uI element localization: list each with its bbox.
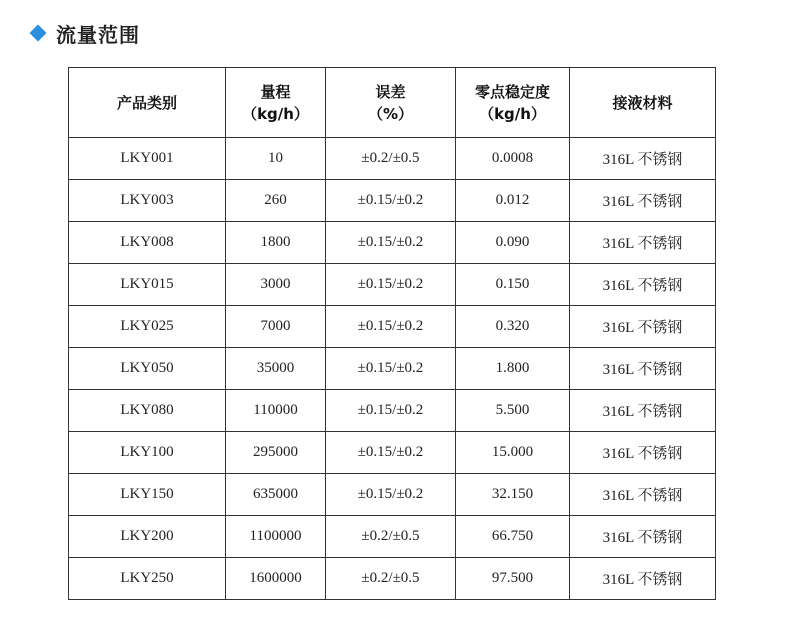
cell-zero-stability: 0.320	[456, 306, 570, 348]
cell-wetted-material: 316L 不锈钢	[570, 516, 716, 558]
cell-zero-stability: 0.0008	[456, 138, 570, 180]
cell-zero-stability: 0.150	[456, 264, 570, 306]
header-label: 零点稳定度	[474, 82, 550, 101]
table-row	[69, 306, 716, 348]
header-unit: （%）	[367, 104, 414, 123]
cell-range: 1100000	[226, 516, 326, 558]
cell-wetted-material: 316L 不锈钢	[570, 264, 716, 306]
table-row	[69, 558, 716, 600]
cell-range: 35000	[226, 348, 326, 390]
cell-product-model: LKY200	[69, 516, 226, 558]
header-error	[326, 68, 456, 138]
cell-product-model: LKY025	[69, 306, 226, 348]
cell-wetted-material: 316L 不锈钢	[570, 306, 716, 348]
header-label: 量程	[260, 82, 291, 101]
cell-zero-stability: 15.000	[456, 432, 570, 474]
cell-product-model: LKY080	[69, 390, 226, 432]
cell-product-model: LKY003	[69, 180, 226, 222]
cell-error: ±0.15/±0.2	[326, 222, 456, 264]
cell-wetted-material: 316L 不锈钢	[570, 558, 716, 600]
cell-zero-stability: 32.150	[456, 474, 570, 516]
cell-error: ±0.15/±0.2	[326, 306, 456, 348]
cell-product-model: LKY250	[69, 558, 226, 600]
cell-zero-stability: 66.750	[456, 516, 570, 558]
table-row	[69, 474, 716, 516]
cell-zero-stability: 5.500	[456, 390, 570, 432]
cell-range: 295000	[226, 432, 326, 474]
section-title: 流量范围	[56, 22, 140, 47]
cell-wetted-material: 316L 不锈钢	[570, 348, 716, 390]
table-row	[69, 516, 716, 558]
cell-zero-stability: 97.500	[456, 558, 570, 600]
cell-wetted-material: 316L 不锈钢	[570, 390, 716, 432]
cell-wetted-material: 316L 不锈钢	[570, 474, 716, 516]
cell-range: 1800	[226, 222, 326, 264]
section-header	[28, 18, 140, 48]
table-row	[69, 348, 716, 390]
header-zero-stability	[456, 68, 570, 138]
cell-wetted-material: 316L 不锈钢	[570, 432, 716, 474]
cell-range: 635000	[226, 474, 326, 516]
cell-range: 7000	[226, 306, 326, 348]
cell-error: ±0.15/±0.2	[326, 390, 456, 432]
cell-error: ±0.2/±0.5	[326, 516, 456, 558]
cell-range: 3000	[226, 264, 326, 306]
table-row	[69, 390, 716, 432]
cell-error: ±0.15/±0.2	[326, 264, 456, 306]
table-row	[69, 222, 716, 264]
cell-wetted-material: 316L 不锈钢	[570, 180, 716, 222]
cell-range: 110000	[226, 390, 326, 432]
header-wetted-material	[570, 68, 716, 138]
cell-range: 10	[226, 138, 326, 180]
cell-product-model: LKY008	[69, 222, 226, 264]
cell-wetted-material: 316L 不锈钢	[570, 222, 716, 264]
cell-product-model: LKY015	[69, 264, 226, 306]
cell-wetted-material: 316L 不锈钢	[570, 138, 716, 180]
cell-product-model: LKY050	[69, 348, 226, 390]
header-label: 误差	[375, 82, 406, 101]
cell-range: 1600000	[226, 558, 326, 600]
table-row	[69, 138, 716, 180]
cell-product-model: LKY100	[69, 432, 226, 474]
cell-error: ±0.15/±0.2	[326, 432, 456, 474]
cell-error: ±0.15/±0.2	[326, 180, 456, 222]
table-row	[69, 432, 716, 474]
cell-product-model: LKY150	[69, 474, 226, 516]
header-product-category	[69, 68, 226, 138]
cell-error: ±0.15/±0.2	[326, 474, 456, 516]
header-unit: （kg/h）	[242, 104, 309, 123]
header-range	[226, 68, 326, 138]
cell-zero-stability: 0.090	[456, 222, 570, 264]
cell-zero-stability: 1.800	[456, 348, 570, 390]
header-label: 产品类别	[116, 93, 177, 112]
header-label: 接液材料	[612, 93, 673, 112]
table-header-row	[69, 68, 716, 138]
cell-error: ±0.2/±0.5	[326, 138, 456, 180]
table-row	[69, 180, 716, 222]
cell-error: ±0.2/±0.5	[326, 558, 456, 600]
cell-range: 260	[226, 180, 326, 222]
diamond-icon	[30, 25, 47, 42]
flow-range-table	[68, 67, 716, 600]
table-row	[69, 264, 716, 306]
cell-error: ±0.15/±0.2	[326, 348, 456, 390]
cell-product-model: LKY001	[69, 138, 226, 180]
cell-zero-stability: 0.012	[456, 180, 570, 222]
table-body	[69, 138, 716, 600]
header-unit: （kg/h）	[479, 104, 546, 123]
